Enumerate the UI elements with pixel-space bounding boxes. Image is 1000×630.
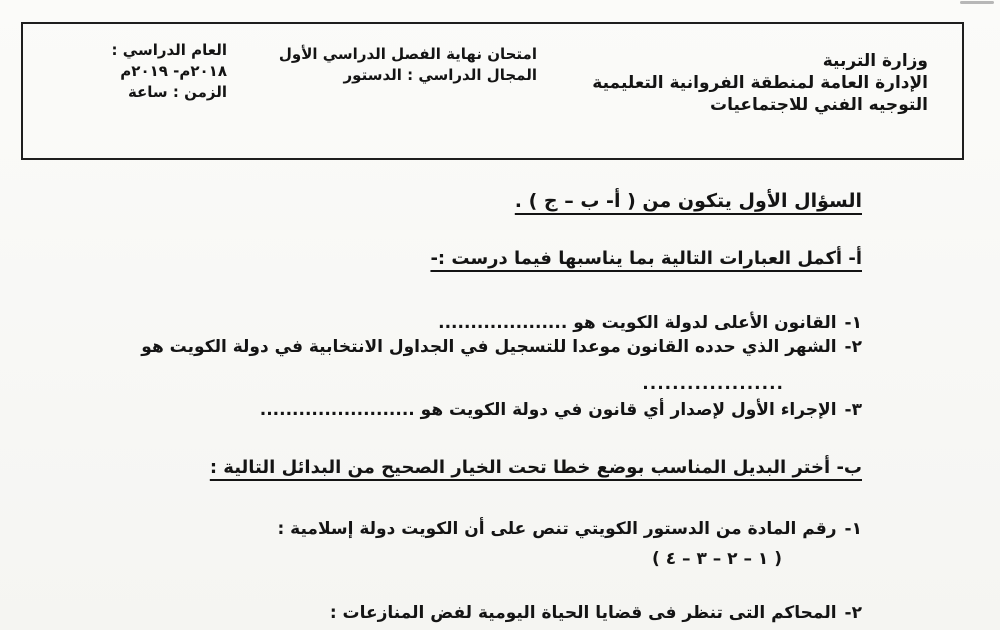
part-a-item-1 — [438, 313, 862, 333]
academic-year-value: ٢٠١٨م- ٢٠١٩م — [120, 62, 227, 80]
part-b-item-1-options: ( ١ – ٢ – ٣ – ٤ ) — [652, 549, 782, 569]
header-year-time — [57, 40, 227, 103]
part-a-item-2 — [141, 337, 862, 357]
item-number: ٢- — [844, 603, 862, 623]
item-text: الإجراء الأول لإصدار أي قانون في دولة الكويت هو ........................ — [259, 400, 837, 420]
supervision-name: التوجيه الفني للاجتماعيات — [709, 95, 928, 115]
part-b-item-2 — [330, 603, 862, 623]
item-text: رقم المادة من الدستور الكويتي تنص على أن الكويت دولة إسلامية : — [277, 519, 837, 539]
part-b-title: ب- أختر البديل المناسب بوضع خطا تحت الخيار الصحيح من البدائل التالية : — [209, 457, 862, 478]
item-number: ٣- — [844, 400, 862, 420]
ministry-name: وزارة التربية — [822, 51, 928, 71]
pen-mark — [960, 1, 994, 4]
header-institution — [588, 50, 928, 116]
part-a-item-2-blank: ................... — [642, 374, 784, 394]
part-a-title: أ- أكمل العبارات التالية بما يناسبها فيما درست :- — [430, 248, 862, 269]
item-text: المحاكم التى تنظر فى قضايا الحياة اليومية لفض المنازعات : — [329, 603, 837, 623]
item-number: ٢- — [844, 337, 862, 357]
question1-title: السؤال الأول يتكون من ( أ- ب – ج ) . — [514, 190, 862, 212]
exam-header-box — [21, 22, 964, 160]
directorate-name: الإدارة العامة لمنطقة الفروانية التعليمية — [592, 73, 928, 93]
exam-title: امتحان نهاية الفصل الدراسي الأول — [278, 45, 537, 63]
part-a-item-3 — [260, 400, 862, 420]
item-text: الشهر الذي حدده القانون موعدا للتسجيل في الجداول الانتخابية في دولة الكويت هو — [141, 337, 837, 357]
item-text: القانون الأعلى لدولة الكويت هو .................... — [438, 313, 837, 333]
exam-duration: الزمن : ساعة — [127, 83, 227, 101]
exam-subject: المجال الدراسي : الدستور — [343, 66, 537, 84]
part-b-item-1 — [277, 519, 862, 539]
header-exam-info — [267, 44, 537, 86]
academic-year-label: العام الدراسي : — [111, 41, 227, 59]
item-number: ١- — [844, 313, 862, 333]
item-number: ١- — [844, 519, 862, 539]
